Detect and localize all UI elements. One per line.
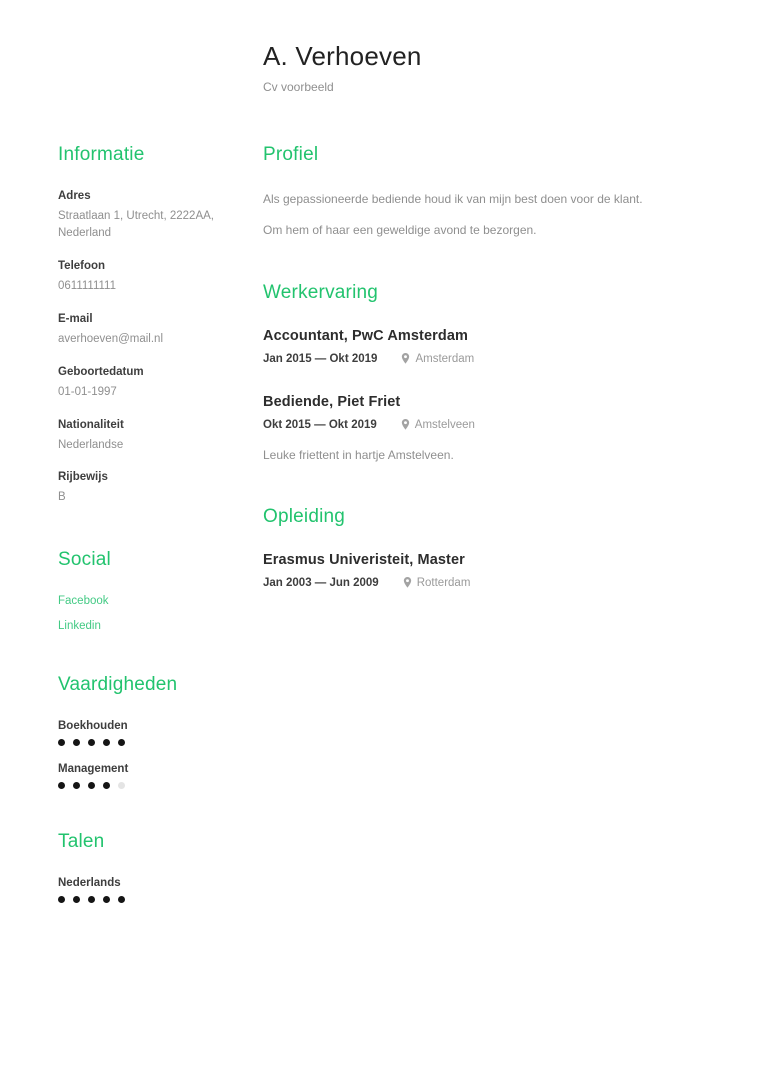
work-entry-title: Bediende, Piet Friet (263, 393, 401, 410)
education-entry-location: Rotterdam (416, 576, 471, 589)
work-entry-period: Okt 2015 — Okt 2019 (263, 418, 377, 431)
language-name: Nederlands (58, 877, 121, 890)
vaardigheden-heading: Vaardigheden (58, 674, 178, 696)
section-profiel (263, 144, 710, 240)
section-opleiding (263, 506, 710, 589)
rating-dot-filled (118, 896, 125, 903)
rating-dot-filled (103, 739, 110, 746)
rating-dot-filled (88, 782, 95, 789)
field-label: Rijbewijs (58, 471, 108, 484)
work-entry-meta (263, 353, 710, 365)
werkervaring-heading: Werkervaring (263, 281, 379, 303)
rating-dot-filled (58, 782, 65, 789)
field-value: 0611111111 (58, 280, 116, 293)
linkedin-link[interactable]: Linkedin (58, 620, 101, 633)
field-value: Straatlaan 1, Utrecht, 2222AA, Nederland (58, 209, 214, 240)
field-nationaliteit (58, 419, 223, 455)
opleiding-heading: Opleiding (263, 505, 346, 527)
location-pin-icon (401, 353, 410, 364)
skill-management (58, 763, 223, 789)
content-columns (58, 144, 710, 921)
field-label: Nationaliteit (58, 418, 124, 431)
education-entry (263, 552, 710, 589)
field-email (58, 313, 223, 349)
work-entry (263, 328, 710, 365)
work-entry-period: Jan 2015 — Okt 2019 (263, 352, 378, 365)
work-entry-location: Amsterdam (415, 352, 475, 365)
field-rijbewijs (58, 471, 223, 507)
education-entry-period: Jan 2003 — Jun 2009 (263, 576, 379, 589)
cv-header (263, 40, 710, 94)
rating-dot-filled (103, 896, 110, 903)
education-entry-meta (263, 577, 710, 589)
work-entry-location-group (401, 419, 475, 431)
name-title: A. Verhoeven (263, 41, 422, 71)
section-social (58, 549, 223, 632)
field-value: B (58, 491, 66, 504)
field-telefoon (58, 260, 223, 296)
profiel-paragraph: Als gepassioneerde bediende houd ik van mijn best doen voor de klant. (263, 191, 643, 206)
rating-dot-filled (88, 739, 95, 746)
section-werkervaring (263, 282, 710, 464)
social-heading: Social (58, 549, 111, 571)
cv-subtitle: Cv voorbeeld (263, 79, 334, 94)
section-informatie (58, 144, 223, 508)
talen-heading: Talen (58, 831, 105, 853)
location-pin-icon (403, 577, 412, 588)
skill-name: Management (58, 763, 129, 776)
rating-dot-empty (118, 782, 125, 789)
field-geboortedatum (58, 366, 223, 402)
work-entry (263, 394, 710, 464)
language-nederlands (58, 877, 223, 903)
skill-rating-dots (58, 739, 223, 746)
rating-dot-filled (118, 739, 125, 746)
facebook-link[interactable]: Facebook (58, 595, 109, 608)
section-talen (58, 831, 223, 903)
field-value: 01-01-1997 (58, 385, 117, 398)
language-rating-dots (58, 896, 223, 903)
work-entry-location-group (401, 353, 474, 365)
work-entry-meta (263, 419, 710, 431)
location-pin-icon (401, 419, 410, 430)
skill-rating-dots (58, 782, 223, 789)
field-adres (58, 190, 223, 244)
work-entry-title: Accountant, PwC Amsterdam (263, 327, 468, 344)
rating-dot-filled (58, 739, 65, 746)
main-column (263, 144, 710, 921)
work-entry-description: Leuke friettent in hartje Amstelveen. (263, 447, 454, 462)
field-value: averhoeven@mail.nl (58, 332, 164, 345)
rating-dot-filled (58, 896, 65, 903)
rating-dot-filled (103, 782, 110, 789)
rating-dot-filled (73, 739, 80, 746)
rating-dot-filled (88, 896, 95, 903)
work-entry-location: Amstelveen (414, 418, 475, 431)
profiel-heading: Profiel (263, 143, 319, 165)
field-value: Nederlandse (58, 438, 124, 451)
rating-dot-filled (73, 896, 80, 903)
field-label: E-mail (58, 312, 93, 325)
skill-name: Boekhouden (58, 720, 128, 733)
informatie-heading: Informatie (58, 143, 145, 165)
section-vaardigheden (58, 674, 223, 789)
education-entry-title: Erasmus Univeristeit, Master (263, 551, 465, 568)
field-label: Geboortedatum (58, 365, 144, 378)
profiel-paragraph: Om hem of haar een geweldige avond te bezorgen. (263, 223, 537, 238)
rating-dot-filled (73, 782, 80, 789)
field-label: Adres (58, 189, 91, 202)
sidebar (58, 144, 223, 921)
field-label: Telefoon (58, 260, 106, 273)
skill-boekhouden (58, 720, 223, 746)
education-entry-location-group (403, 577, 471, 589)
